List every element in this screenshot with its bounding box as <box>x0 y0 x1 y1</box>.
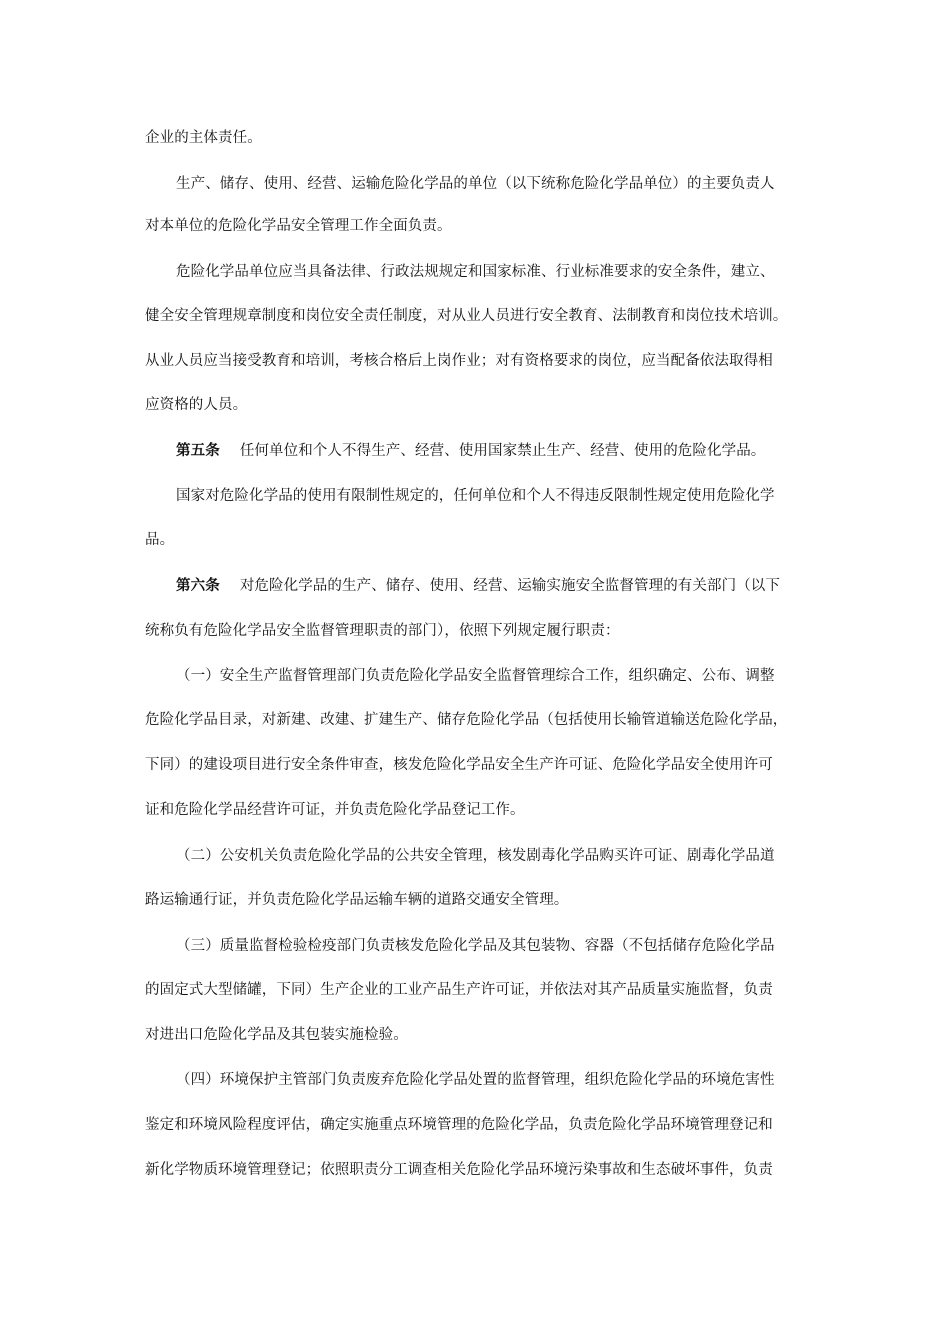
paragraph-line: 从业人员应当接受教育和培训，考核合格后上岗作业；对有资格要求的岗位，应当配备依法取得相 <box>145 353 773 369</box>
article-5-heading: 第五条 <box>176 443 220 459</box>
paragraph-line: 危险化学品目录，对新建、改建、扩建生产、储存危险化学品（包括使用长输管道输送危险化学品， <box>145 712 788 728</box>
paragraph-line: 鉴定和环境风险程度评估，确定实施重点环境管理的危险化学品，负责危险化学品环境管理登记和 <box>145 1117 773 1133</box>
article-6-line <box>176 576 846 596</box>
paragraph-line: 企业的主体责任。 <box>145 130 262 146</box>
paragraph-line: 健全安全管理规章制度和岗位安全责任制度，对从业人员进行安全教育、法制教育和岗位技术培训。 <box>145 308 788 324</box>
paragraph-text: 对危险化学品的生产、储存、使用、经营、运输实施安全监督管理的有关部门（以下 <box>239 578 781 594</box>
paragraph-line: 下同）的建设项目进行安全条件审查，核发危险化学品安全生产许可证、危险化学品安全使用许可 <box>145 757 773 773</box>
paragraph-line: 新化学物质环境管理登记；依照职责分工调查相关危险化学品环境污染事故和生态破坏事件，负责 <box>145 1162 773 1178</box>
article-5-line <box>176 441 846 461</box>
paragraph-line: 对进出口危险化学品及其包装实施检验。 <box>145 1027 408 1043</box>
paragraph-line: （二）公安机关负责危险化学品的公共安全管理，核发剧毒化学品购买许可证、剧毒化学品道 <box>176 848 775 864</box>
paragraph-line: 证和危险化学品经营许可证，并负责危险化学品登记工作。 <box>145 802 525 818</box>
paragraph-line: 品。 <box>145 532 175 548</box>
paragraph-line: （一）安全生产监督管理部门负责危险化学品安全监督管理综合工作，组织确定、公布、调整 <box>176 668 775 684</box>
paragraph-line: 对本单位的危险化学品安全管理工作全面负责。 <box>145 218 452 234</box>
paragraph-line: 路运输通行证，并负责危险化学品运输车辆的道路交通安全管理。 <box>145 892 569 908</box>
paragraph-line: 应资格的人员。 <box>145 397 248 413</box>
paragraph-line: （四）环境保护主管部门负责废弃危险化学品处置的监督管理，组织危险化学品的环境危害性 <box>176 1072 775 1088</box>
paragraph-line: 生产、储存、使用、经营、运输危险化学品的单位（以下统称危险化学品单位）的主要负责人 <box>176 176 775 192</box>
paragraph-text: 任何单位和个人不得生产、经营、使用国家禁止生产、经营、使用的危险化学品。 <box>239 443 766 459</box>
paragraph-line: 的固定式大型储罐，下同）生产企业的工业产品生产许可证，并依法对其产品质量实施监督，负责 <box>145 982 773 998</box>
paragraph-line: （三）质量监督检验检疫部门负责核发危险化学品及其包装物、容器（不包括储存危险化学品 <box>176 938 775 954</box>
paragraph-line: 危险化学品单位应当具备法律、行政法规规定和国家标准、行业标准要求的安全条件，建立、 <box>176 264 775 280</box>
paragraph-line: 统称负有危险化学品安全监督管理职责的部门），依照下列规定履行职责： <box>145 623 620 639</box>
paragraph-line: 国家对危险化学品的使用有限制性规定的，任何单位和个人不得违反限制性规定使用危险化学 <box>176 488 775 504</box>
article-6-heading: 第六条 <box>176 578 220 594</box>
